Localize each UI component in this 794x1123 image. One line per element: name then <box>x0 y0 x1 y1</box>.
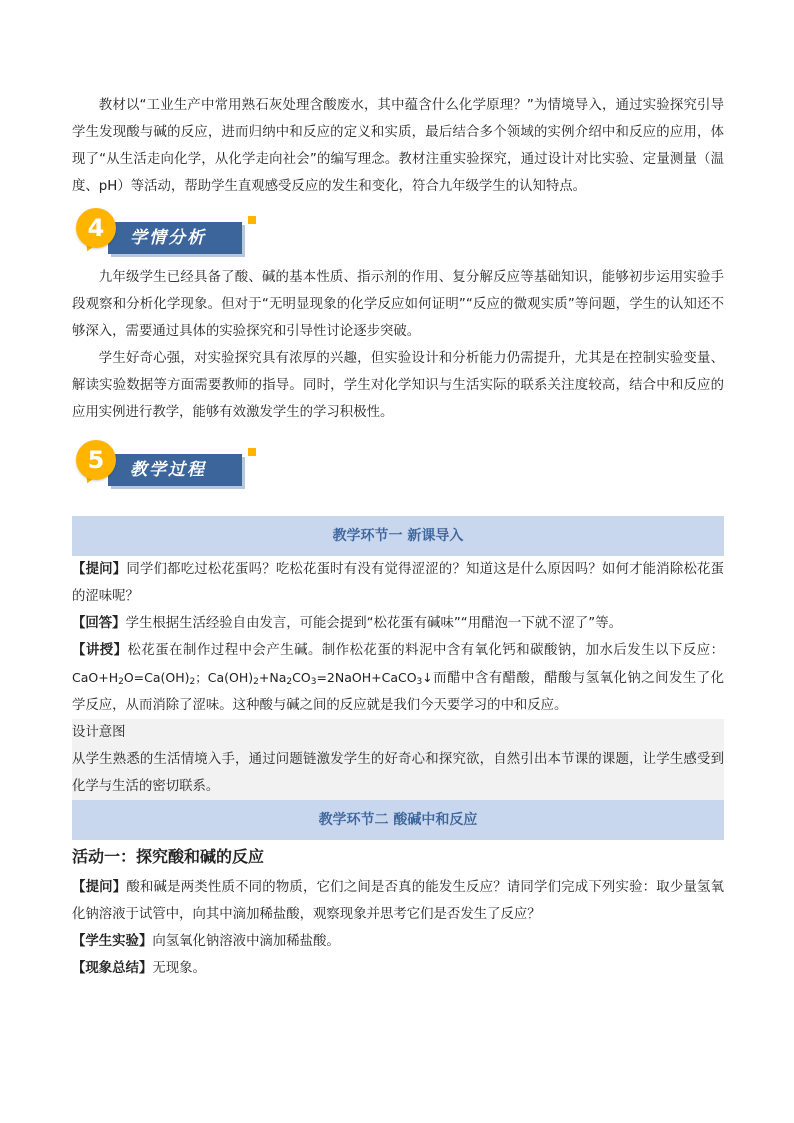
section-header-4 <box>72 208 724 260</box>
experiment-text: 向氢氧化钠溶液中滴加稀盐酸。 <box>152 934 340 949</box>
intro-paragraph: 教材以“工业生产中常用熟石灰处理含酸废水，其中蕴含什么化学原理？”为情境导入，通过实验探究引导学生发现酸与碱的反应，进而归纳中和反应的定义和实质，最后结合多个领域的实例介绍中和反应的应用，体现了“从生活走向化学，从化学走向社会”的编写理念。教材注重实验探究，通过设计对比实验、定量测量（温度、pH）等活动，帮助学生直观感受反应的发生和变化，符合九年级学生的认知特点。 <box>72 98 724 194</box>
section-title: 教学过程 <box>130 460 206 480</box>
learner-analysis-paragraph-1: 九年级学生已经具备了酸、碱的基本性质、指示剂的作用、复分解反应等基础知识，能够初步运用实验手段观察和分析化学现象。但对于“无明显现象的化学反应如何证明”“反应的微观实质”等问题，学生的认知还不够深入，需要通过具体的实验探究和引导性讨论逐步突破。 <box>72 270 724 339</box>
decorative-square <box>248 448 256 456</box>
student-experiment <box>72 928 724 955</box>
decorative-square <box>248 216 256 224</box>
stage-2-question <box>72 874 724 928</box>
activity-title: 活动一：探究酸和碱的反应 <box>72 847 265 866</box>
question-label: 【提问】 <box>72 880 127 895</box>
stage-1-title: 教学环节一 新课导入 <box>72 516 724 556</box>
learner-analysis-paragraph-2: 学生好奇心强，对实验探究具有浓厚的兴趣，但实验设计和分析能力仍需提升，尤其是在控制实验变量、解读实验数据等方面需要教师的指导。同时，学生对化学知识与生活实际的联系关注度较高，结合中和反应的应用实例进行教学，能够有效激发学生的学习积极性。 <box>72 351 724 420</box>
answer-text: 学生根据生活经验自由发言，可能会提到“松花蛋有碱味”“用醋泡一下就不涩了”等。 <box>125 616 622 631</box>
stage-1-question <box>72 556 724 610</box>
section-number-badge: 5 <box>76 440 116 480</box>
section-number-badge: 4 <box>76 208 116 248</box>
stage-1-answer <box>72 610 724 637</box>
stage-1-lecture <box>72 637 724 719</box>
question-text: 同学们都吃过松花蛋吗？吃松花蛋时有没有觉得涩涩的？知道这是什么原因吗？如何才能消除松花蛋的涩味呢？ <box>72 562 725 604</box>
lecture-text-continued: 而醋中含有醋酸，醋酸与氢氧化钠之间发生了化学反应，从而消除了涩味。这种酸与碱之间的反应就是我们今天要学习的中和反应。 <box>72 671 724 713</box>
design-intent-box <box>72 719 724 800</box>
summary-label: 【现象总结】 <box>72 961 153 976</box>
section-header-5 <box>72 440 724 492</box>
chemical-equation: $CaO+H_2O=Ca(OH)_2$；$Ca(OH)_2+Na_2CO_3=2NaOH+CaCO_3↓$ <box>72 670 433 687</box>
design-intent-title: 设计意图 <box>72 725 126 740</box>
experiment-label: 【学生实验】 <box>72 934 153 949</box>
lecture-text: 松花蛋在制作过程中会产生碱。制作松花蛋的料泥中含有氧化钙和碳酸钠，加水后发生以下反应： <box>127 643 724 658</box>
answer-label: 【回答】 <box>72 616 126 631</box>
phenomenon-summary <box>72 955 724 982</box>
question-label: 【提问】 <box>72 562 127 577</box>
design-intent-text: 从学生熟悉的生活情境入手，通过问题链激发学生的好奇心和探究欲，自然引出本节课的课题，让学生感受到化学与生活的密切联系。 <box>72 752 724 794</box>
question-text: 酸和碱是两类性质不同的物质，它们之间是否真的能发生反应？请同学们完成下列实验：取少量氢氧化钠溶液于试管中，向其中滴加稀盐酸，观察现象并思考它们是否发生了反应？ <box>72 880 725 922</box>
summary-text: 无现象。 <box>152 961 206 976</box>
document-body <box>72 92 724 982</box>
stage-2-title: 教学环节二 酸碱中和反应 <box>72 800 724 840</box>
lecture-label: 【讲授】 <box>72 643 128 658</box>
section-title: 学情分析 <box>130 228 206 248</box>
